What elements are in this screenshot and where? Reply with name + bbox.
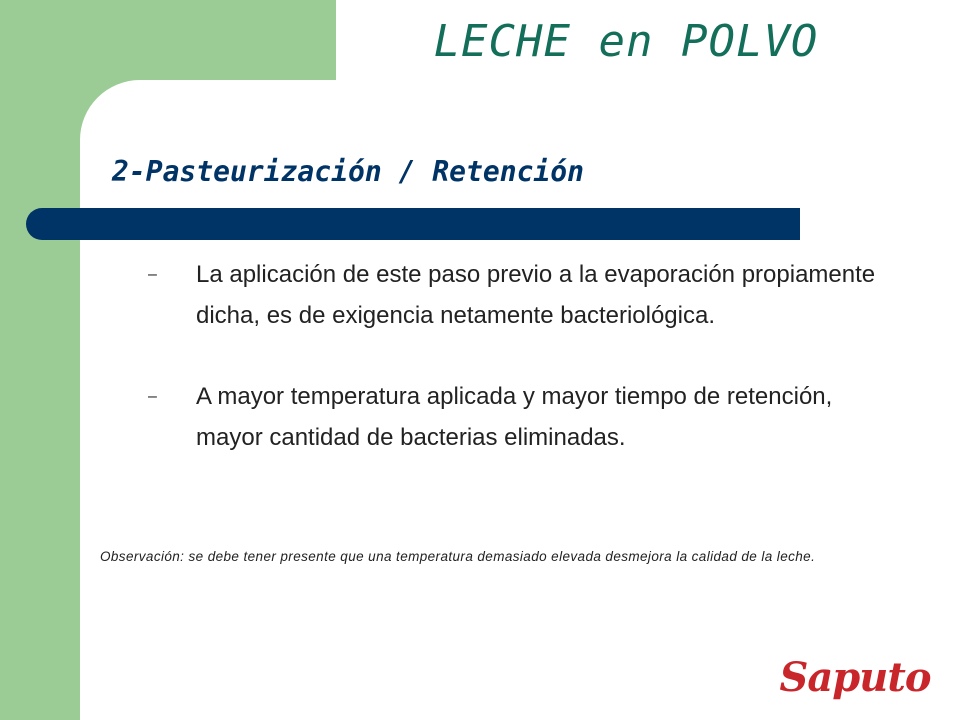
observation-note: Observación: se debe tener presente que una temperatura demasiado elevada desmejora la calidad de la leche.: [100, 549, 816, 564]
bullet-list: [148, 254, 888, 458]
green-frame-top: [0, 0, 336, 80]
dash-marker: –: [148, 388, 157, 405]
slide-title: LECHE en POLVO: [433, 16, 819, 67]
dash-marker: –: [148, 266, 157, 283]
bullet-text: La aplicación de este paso previo a la evaporación propiamente dicha, es de exigencia netamente bacteriológica.: [196, 261, 876, 329]
divider-bar: [26, 208, 800, 240]
green-frame-left: [0, 0, 80, 720]
bullet-item: [148, 254, 888, 336]
section-title: 2-Pasteurización / Retención: [112, 155, 585, 188]
saputo-logo: Saputo: [779, 654, 931, 701]
bullet-item: [148, 376, 888, 458]
bullet-text: A mayor temperatura aplicada y mayor tiempo de retención, mayor cantidad de bacterias eliminadas.: [196, 383, 833, 451]
